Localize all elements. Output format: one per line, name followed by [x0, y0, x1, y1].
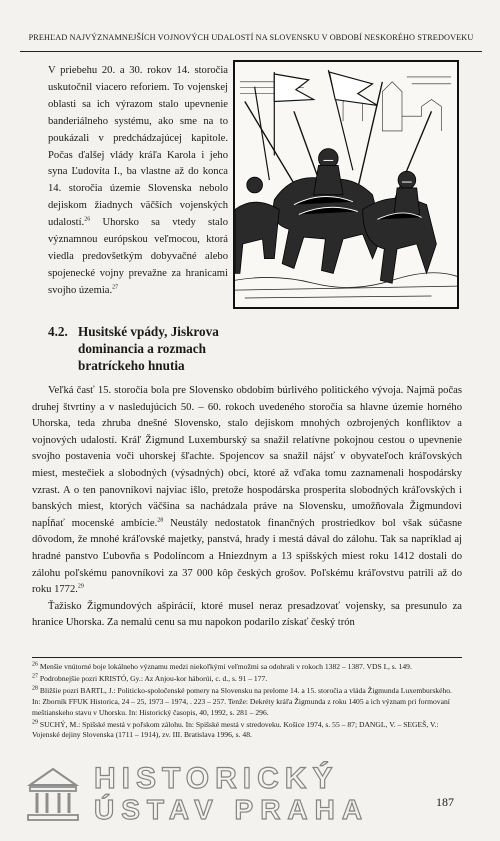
section-title-line2: dominancia a rozmach [78, 341, 206, 356]
woodcut-cavalry-image [235, 62, 457, 307]
footnote [32, 720, 462, 742]
woodcut-illustration [233, 60, 459, 309]
intro-paragraph [48, 63, 228, 300]
footnote-ref-26[interactable]: 26 [84, 216, 91, 223]
footnote-number: 29 [32, 719, 38, 725]
watermark-line1: HISTORICKÝ [94, 762, 339, 795]
footnote-text: Bližšie pozri BARTL, J.: Politicko-spoločenské pomery na Slovensku na prelome 14. a 15. storočia a vláda Žigmunda Luxemburského. In: Zborník FFUK Historica, 24 – 25, 1973 – 1974, . 223 – 257. Tenže: Dekréty kráľa Žigmunda z roku 1405 a ich význam pri formovaní meštianskeho stavu v Uhorsku. In: Historický časopis, 40, 1992, s. 281 – 296. [32, 685, 452, 717]
page-number: 187 [436, 795, 454, 809]
running-header: PREHĽAD NAJVÝZNAMNEJŠÍCH VOJNOVÝCH UDALOSTÍ NA SLOVENSKU V OBDOBÍ NESKORÉHO STREDOVEKU [28, 33, 474, 42]
section-number: 4.2. [48, 324, 68, 339]
body-p1-text: Veľká časť 15. storočia bola pre Slovensko obdobím búrlivého politického vývoja. Najmä počas druhej štvrtiny a v nasledujúcich 50. – 60. rokoch uvedeného storočia sa hlavne územie horného Uhorska, teda zhruba dnešné Slovensko, stalo dejiskom mnohých ozbrojených konfliktov a vojnových udalostí. Kráľ Žigmund Luxemburský sa snažil relatívne pokojnou cestou o upevnenie svojho postavenia voči uhorskej šľachte. Spojencov sa snažil nájsť v obyvateľoch kráľovských miest, mestečiek a slobodných (výsadných) obcí, ktoré až vďaka tomu zaznamenali hospodársky vzrast. A o ten panovníkovi najviac išlo, pretože hospodárska prosperita slobodných kráľovských i banských miest, ktorých väčšina sa nachádzala práve na Slovensku, umožňovala Žigmundovi napĺňať mocenské ambície. [32, 385, 462, 529]
section-title-line1: Husitské vpády, Jiskrova [78, 324, 219, 339]
footnote-ref-29[interactable]: 29 [77, 583, 84, 590]
intro-text-cont: Uhorsko sa vtedy stalo významnou európskou veľmocou, ktorá viedla predovšetkým dobyvačné alebo spojenecké vojny prevažne za hranicami svojho územia. [48, 217, 228, 296]
footnote-number: 27 [32, 673, 38, 680]
institute-logo-icon [26, 765, 80, 823]
footnote-ref-28[interactable]: 28 [157, 517, 164, 524]
intro-text: V priebehu 20. a 30. rokov 14. storočia uskutočnil viacero reforiem. To vojenskej oblasti sa ich výrazom stalo upevnenie banderiálneho systému, ako sme na to poukázali v predchádzajúcej kapitole. Počas ďalšej vlády kráľa Karola i jeho syna Ľudovíta I., ba vlastne až do konca 14. storočia územie Slovenska nebolo dejiskom žiadnych väčších vojenských udalostí. [48, 65, 228, 229]
footnote [32, 662, 462, 673]
footnote [32, 686, 462, 719]
footnote-text: Podrobnejšie pozri KRISTÓ, Gy.: Az Anjou-kor háborúi, c. d., s. 91 – 177. [39, 673, 268, 683]
body-paragraph-2: Ťažisko Žigmundových ašpirácií, ktoré musel neraz presadzovať vojensky, sa presunulo za hranice Uhorska. Za nemalú cenu sa mu napokon podarilo získať český trón [32, 600, 462, 629]
body-paragraph-1 [32, 383, 462, 599]
footnote-text: SUCHÝ, M.: Spišské mestá v poľskom zálohu. In: Spišské mestá v stredoveku. Košice 1974, s. 55 – 87; DANGL, V. – SEGEŠ, V.: Vojenské dejiny Slovenska (1711 – 1914), zv. III. Bratislava 1996, s. 48. [32, 719, 439, 740]
section-heading [48, 323, 288, 374]
footnotes [32, 662, 462, 742]
footnote-number: 28 [32, 685, 38, 692]
body-p1b-text: Neustály nedostatok finančných prostriedkov bol však súčasne dôvodom, že mnohé kráľovské majetky, panstvá, hrady i mestá dával do zálohu. Tak sa napríklad aj hradné panstvo Ľubovňa s Podolíncom a Hniezdnym a 13 spišských miest roku 1412 dostali do zálohu poľskému panovníkovi za 37 000 kôp českých grošov. Poľskému kráľovstvu patrili až do roku 1772. [32, 517, 462, 596]
watermark [26, 762, 386, 825]
footnote-rule [32, 657, 462, 658]
footnote-ref-27[interactable]: 27 [112, 284, 119, 291]
footnote-text: Menšie vnútorné boje lokálneho významu medzi niekoľkými veľmožmi sa odohrali v rokoch 1382 – 1387. VDS I., s. 149. [39, 662, 412, 671]
header-rule [20, 51, 482, 52]
footnote [32, 674, 462, 685]
footnote-number: 26 [32, 661, 38, 668]
body-text [32, 383, 462, 632]
watermark-line2: ÚSTAV PRAHA [94, 794, 370, 825]
section-title-line3: bratríckeho hnutia [78, 358, 185, 373]
